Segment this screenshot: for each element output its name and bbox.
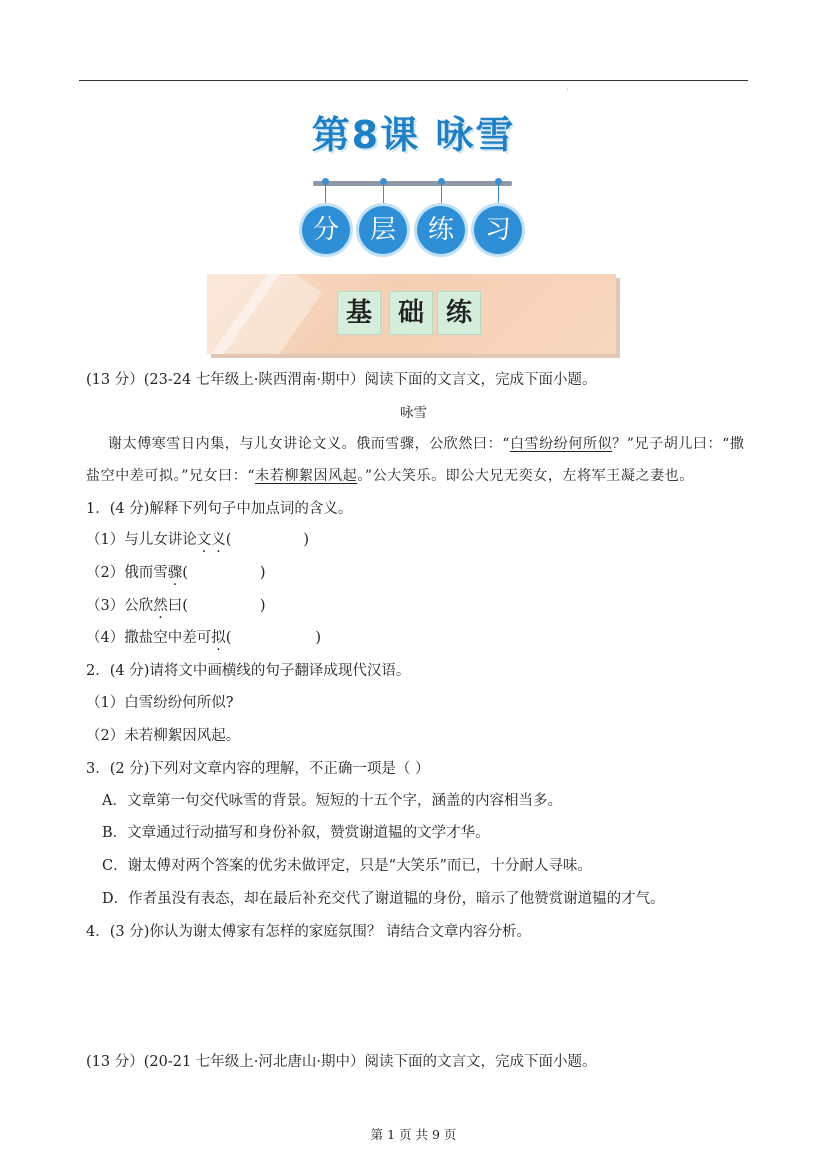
badge-xi: 习: [474, 206, 522, 254]
header-rule: [79, 80, 748, 81]
q2-stem: 2．(4 分)请将文中画横线的句子翻译成现代汉语。: [86, 663, 411, 679]
stray-mark: `: [566, 88, 570, 97]
section-label-char: 练: [437, 291, 481, 335]
q1-item-1: （1）与儿女讲论文义( ): [86, 532, 310, 548]
badge-lian: 练: [417, 206, 465, 254]
rail-connector: [498, 184, 499, 206]
q4-stem: 4．(3 分)你认为谢太傅家有怎样的家庭氛围？ 请结合文章内容分析。: [86, 924, 531, 940]
passage-line-2: 盐空中差可拟。”兄女曰：“未若柳絮因风起。”公大笑乐。即公大兄无奕女，左将军王凝之妻也。: [86, 468, 694, 484]
underlined-sentence: 未若柳絮因风起: [255, 468, 358, 484]
q1-item-4: （4）撒盐空中差可拟( ): [86, 630, 322, 646]
q3-option-d: D．作者虽没有表态，却在最后补充交代了谢道韫的身份，暗示了他赞赏谢道韫的才气。: [102, 891, 665, 907]
badge-ceng: 层: [359, 206, 407, 254]
q2-item-2: （2）未若柳絮因风起。: [86, 728, 241, 744]
page-footer: 第 1 页 共 9 页: [370, 1127, 457, 1142]
lesson-title: 第8课 咏雪: [311, 113, 516, 157]
badge-fen: 分: [302, 206, 350, 254]
badge-rail: [313, 181, 512, 186]
q1-item-2: （2）俄而雪骤( ): [86, 565, 266, 581]
q2-item-1: （1）白雪纷纷何所似?: [86, 695, 234, 711]
q1-item-3: （3）公欣然曰( ): [86, 598, 266, 614]
q1-stem: 1．(4 分)解释下列句子中加点词的含义。: [86, 501, 353, 517]
underlined-sentence: 白雪纷纷何所似: [509, 436, 613, 452]
passage-line-1: 谢太傅寒雪日内集，与儿女讲论文义。俄而雪骤，公欣然曰：“白雪纷纷何所似？”兄子胡儿曰：“撒: [108, 436, 745, 452]
section-label-char: 基: [337, 291, 381, 335]
group1-intro: (13 分）(23-24 七年级上·陕西渭南·期中）阅读下面的文言文，完成下面小题。: [86, 372, 597, 388]
passage-title: 咏雪: [400, 405, 427, 421]
q3-stem: 3．(2 分)下列对文章内容的理解，不正确一项是（ ）: [86, 761, 430, 777]
rail-connector: [325, 184, 326, 206]
section-label-char: 础: [389, 291, 433, 335]
rail-connector: [383, 184, 384, 206]
q3-option-c: C．谢太傅对两个答案的优劣未做评定，只是“大笑乐”而已，十分耐人寻味。: [102, 858, 592, 874]
q3-option-b: B．文章通过行动描写和身份补叙，赞赏谢道韫的文学才华。: [102, 825, 490, 841]
q3-option-a: A．文章第一句交代咏雪的背景。短短的十五个字，涵盖的内容相当多。: [102, 793, 562, 809]
group2-intro: (13 分）(20-21 七年级上·河北唐山·期中）阅读下面的文言文，完成下面小题。: [86, 1054, 597, 1070]
rail-connector: [441, 184, 442, 206]
